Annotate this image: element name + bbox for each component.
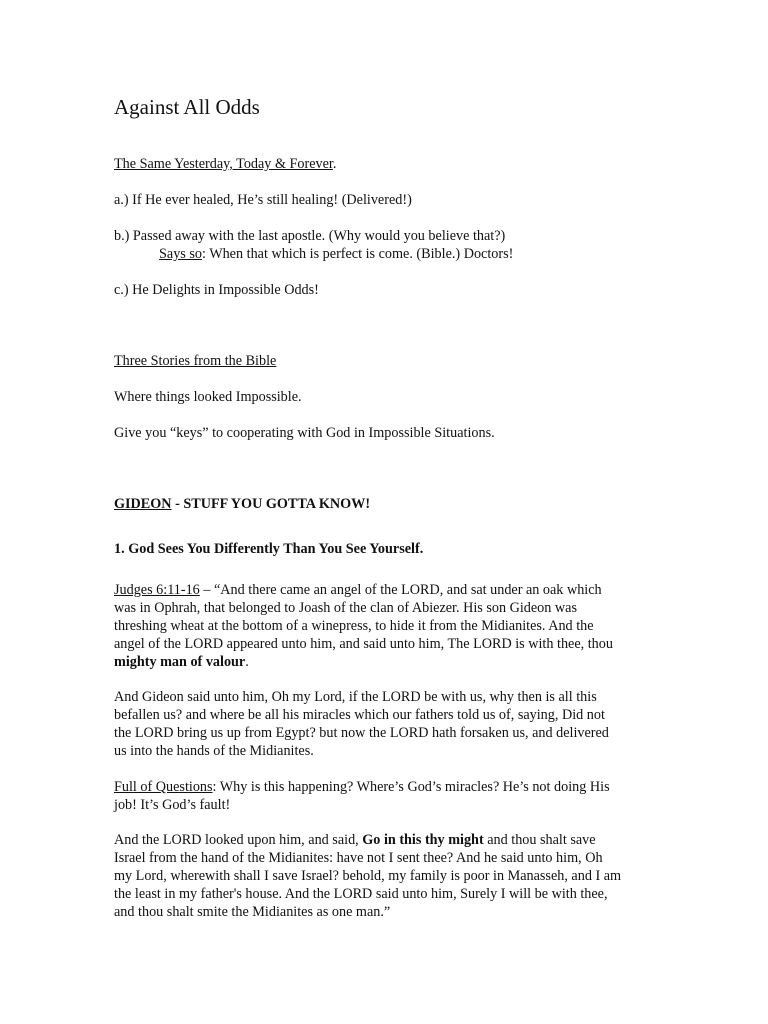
scripture-line-5-end: . — [245, 654, 249, 670]
paragraph-3-line-1 — [114, 831, 596, 849]
intro-heading-line — [114, 155, 336, 173]
stories-line-1: Where things looked Impossible. — [114, 389, 302, 405]
stories-heading: Three Stories from the Bible — [114, 353, 277, 369]
paragraph-3-line-5: and thou shalt smite the Midianites as one man.” — [114, 904, 391, 920]
stories-line-2: Give you “keys” to cooperating with God in Impossible Situations. — [114, 425, 495, 441]
gideon-name: GIDEON — [114, 496, 172, 512]
paragraph-3-line-2: Israel from the hand of the Midianites: have not I sent thee? And he said unto him, Oh — [114, 850, 603, 866]
item-c: c.) He Delights in Impossible Odds! — [114, 282, 319, 298]
paragraph-2-line-4: us into the hands of the Midianites. — [114, 743, 314, 759]
questions-line-2: job! It’s God’s fault! — [114, 797, 231, 813]
intro-heading-tail: . — [332, 156, 337, 172]
paragraph-2-line-1: And Gideon said unto him, Oh my Lord, if the LORD be with us, why then is all this — [114, 689, 597, 705]
says-so-line — [159, 245, 513, 263]
scripture-line-1 — [114, 581, 602, 599]
point-1-heading: 1. God Sees You Differently Than You See Yourself. — [114, 541, 424, 557]
document-title: Against All Odds — [114, 95, 260, 119]
gideon-heading-tail: - STUFF YOU GOTTA KNOW! — [171, 496, 371, 512]
item-b: b.) Passed away with the last apostle. (Why would you believe that?) — [114, 228, 506, 244]
questions-text: : Why is this happening? Where’s God’s miracles? He’s not doing His — [212, 779, 610, 795]
paragraph-2-line-3: the LORD bring us up from Egypt? but now the LORD hath forsaken us, and delivered — [114, 725, 609, 741]
scripture-line-5 — [114, 653, 249, 671]
mighty-man-phrase: mighty man of valour — [114, 654, 246, 670]
says-so-text: : When that which is perfect is come. (Bible.) Doctors! — [201, 246, 514, 262]
paragraph-3-pre: And the LORD looked upon him, and said, — [114, 832, 363, 848]
questions-label: Full of Questions — [114, 779, 213, 795]
item-a: a.) If He ever healed, He’s still healing! (Delivered!) — [114, 192, 412, 208]
paragraph-3-line-3: my Lord, wherewith shall I save Israel? behold, my family is poor in Manasseh, and I am — [114, 868, 622, 884]
paragraph-3-post: and thou shalt save — [483, 832, 596, 848]
gideon-heading — [114, 495, 370, 513]
scripture-line-3: threshing wheat at the bottom of a winepress, to hide it from the Midianites. And the — [114, 618, 594, 634]
scripture-text: – “And there came an angel of the LORD, and sat under an oak which — [199, 582, 602, 598]
scripture-reference: Judges 6:11-16 — [114, 582, 200, 598]
questions-line-1 — [114, 778, 610, 796]
go-in-thy-might-phrase: Go in this thy might — [362, 832, 484, 848]
scripture-line-4: angel of the LORD appeared unto him, and said unto him, The LORD is with thee, thou — [114, 636, 613, 652]
paragraph-3-line-4: the least in my father's house. And the LORD said unto him, Surely I will be with thee, — [114, 886, 608, 902]
intro-heading: The Same Yesterday, Today & Forever — [114, 156, 333, 172]
scripture-line-2: was in Ophrah, that belonged to Joash of the clan of Abiezer. His son Gideon was — [114, 600, 577, 616]
paragraph-2-line-2: befallen us? and where be all his miracles which our fathers told us of, saying, Did not — [114, 707, 605, 723]
says-so-label: Says so — [159, 246, 202, 262]
